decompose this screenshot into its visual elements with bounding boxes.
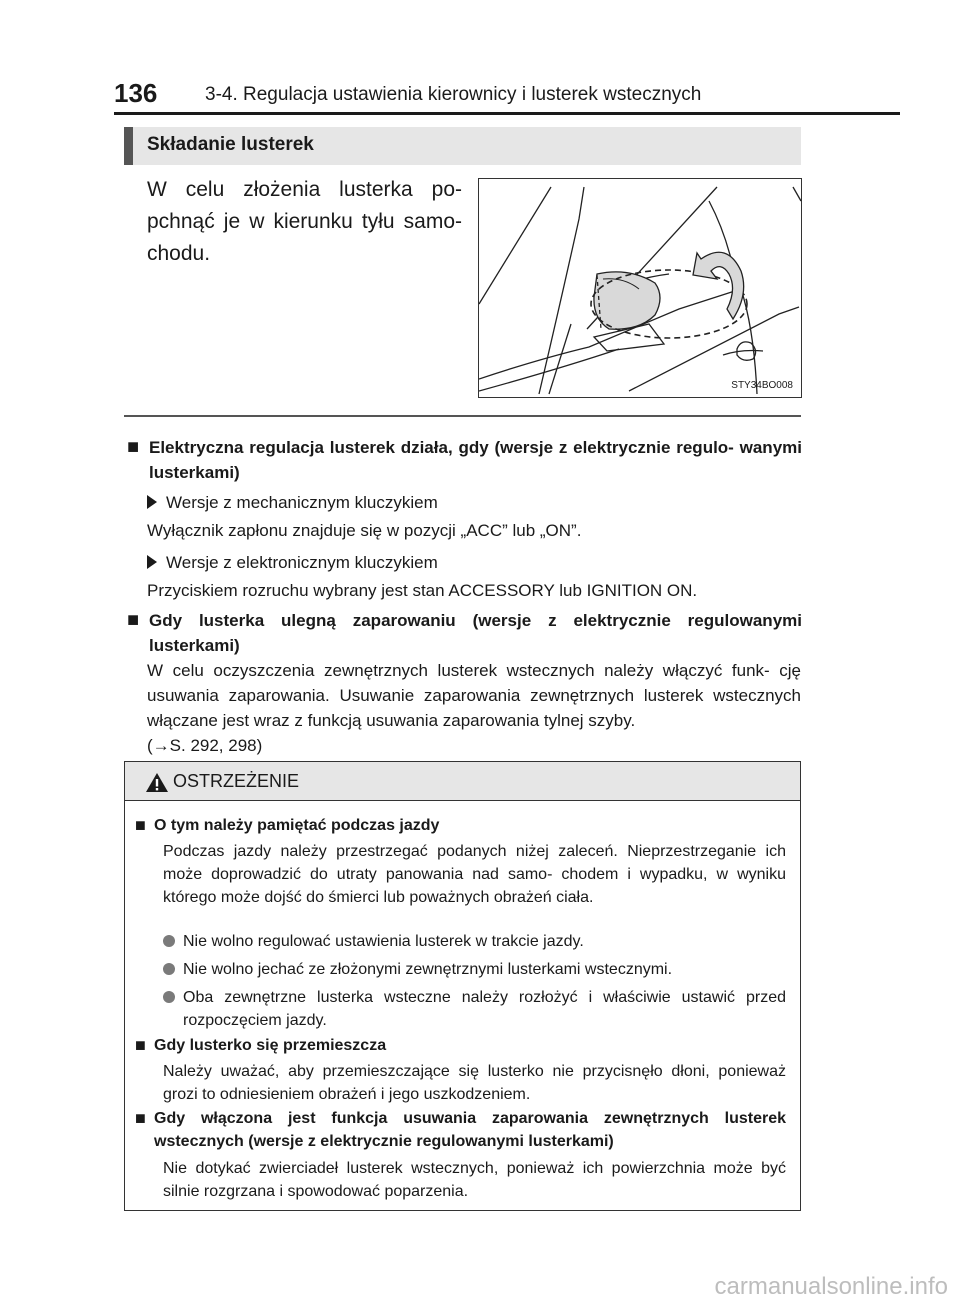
note-mirror-fogging xyxy=(127,608,802,658)
note-title: Gdy lusterka ulegną zaparowaniu (wersje z elektrycznie regulowanymi lusterkami) xyxy=(149,611,802,655)
sub-item-text: Wyłącznik zapłonu znajduje się w pozycji „ACC” lub „ON”. xyxy=(147,521,582,540)
sub-item-text: Przyciskiem rozruchu wybrany jest stan ACCESSORY lub IGNITION ON. xyxy=(147,581,698,600)
sub-item-label: Wersje z mechanicznym kluczykiem xyxy=(166,493,438,512)
triangle-bullet-icon xyxy=(147,495,157,509)
square-bullet-icon: ■ xyxy=(135,1108,146,1128)
sub-item-mechanical-key xyxy=(147,490,438,515)
watermark: carmanualsonline.info xyxy=(714,1273,948,1300)
sub-item-label: Wersje z elektronicznym kluczykiem xyxy=(166,553,438,572)
warning-item-title: Gdy lusterko się przemieszcza xyxy=(154,1037,387,1054)
warning-triangle-icon xyxy=(145,772,169,793)
warning-item-text: Należy uważać, aby przemieszczające się lusterko nie przycisnęło dłoni, ponieważ grozi to odniesieniem obrażeń i jego uszkodzeniem. xyxy=(163,1063,786,1103)
warning-item-text: Podczas jazdy należy przestrzegać podanych niżej zaleceń. Nieprzestrzeganie ich może doprowadzić do utraty panowania nad samo- chodem i wypadku, w wyniku którego może dojść do śmierci lub poważnych obrażeń ciała. xyxy=(163,843,786,906)
square-bullet-icon: ■ xyxy=(135,815,146,835)
note-body-text: W celu oczyszczenia zewnętrznych lusterek wstecznych należy włączyć funk- cję usuwania zaparowania. Usuwanie zaparowania zewnętrznych lusterek wstecznych włączane jest wraz z funkcją usuwania zaparowania tylnej szyby. xyxy=(147,661,801,730)
warning-bullet-text: Oba zewnętrzne lusterka wsteczne należy rozłożyć i właściwie ustawić przed rozpoczęciem jazdy. xyxy=(183,989,786,1029)
triangle-bullet-icon xyxy=(147,555,157,569)
bullet-dot-icon xyxy=(163,935,175,947)
chapter-title: 3-4. Regulacja ustawienia kierownicy i lusterek wstecznych xyxy=(205,84,702,105)
square-bullet-icon: ■ xyxy=(135,1035,146,1055)
square-bullet-icon: ■ xyxy=(127,609,140,631)
header-rule xyxy=(114,112,900,115)
sub-item-electronic-key xyxy=(147,550,438,575)
warning-title: OSTRZEŻENIE xyxy=(173,771,300,791)
warning-bullet-text: Nie wolno regulować ustawienia lusterek w trakcie jazdy. xyxy=(183,933,584,950)
section-title-bar xyxy=(124,127,801,165)
figure-code: STY34BO008 xyxy=(731,380,793,391)
warning-item-title: O tym należy pamiętać podczas jazdy xyxy=(154,817,440,834)
warning-header xyxy=(125,762,800,801)
page-number: 136 xyxy=(114,78,158,108)
page-reference: (→S. 292, 298) xyxy=(147,736,263,755)
mirror-fold-drawing xyxy=(479,179,803,399)
section-title: Składanie lusterek xyxy=(147,134,314,155)
warning-item-title: Gdy włączona jest funkcja usuwania zaparowania zewnętrznych lusterek wstecznych (wersje z elektrycznie regulowanymi lusterkami) xyxy=(154,1110,786,1150)
warning-item-mirror-moving xyxy=(135,1034,786,1104)
warning-item-text: Nie dotykać zwierciadeł lusterek wstecznych, ponieważ ich powierzchnia może być silnie rozgrzana i spowodować poparzenia. xyxy=(163,1160,786,1200)
warning-item-defogger xyxy=(135,1107,786,1207)
mirror-fold-illustration xyxy=(478,178,802,398)
warning-bullet-text: Nie wolno jechać ze złożonymi zewnętrznymi lusterkami wstecznymi. xyxy=(183,961,673,978)
note-electric-adjustment xyxy=(127,435,802,485)
section-intro-text: W celu złożenia lusterka po- pchnąć je w kierunku tyłu samo- chodu. xyxy=(147,178,462,265)
note-title: Elektryczna regulacja lusterek działa, gdy (wersje z elektrycznie regulo- wanymi lusterkami) xyxy=(149,438,802,482)
bullet-dot-icon xyxy=(163,963,175,975)
bullet-dot-icon xyxy=(163,991,175,1003)
warning-bullet-list xyxy=(135,930,786,1030)
warning-box xyxy=(124,761,801,1211)
separator-rule xyxy=(124,415,801,417)
warning-item-driving xyxy=(135,814,786,924)
square-bullet-icon: ■ xyxy=(127,436,140,458)
